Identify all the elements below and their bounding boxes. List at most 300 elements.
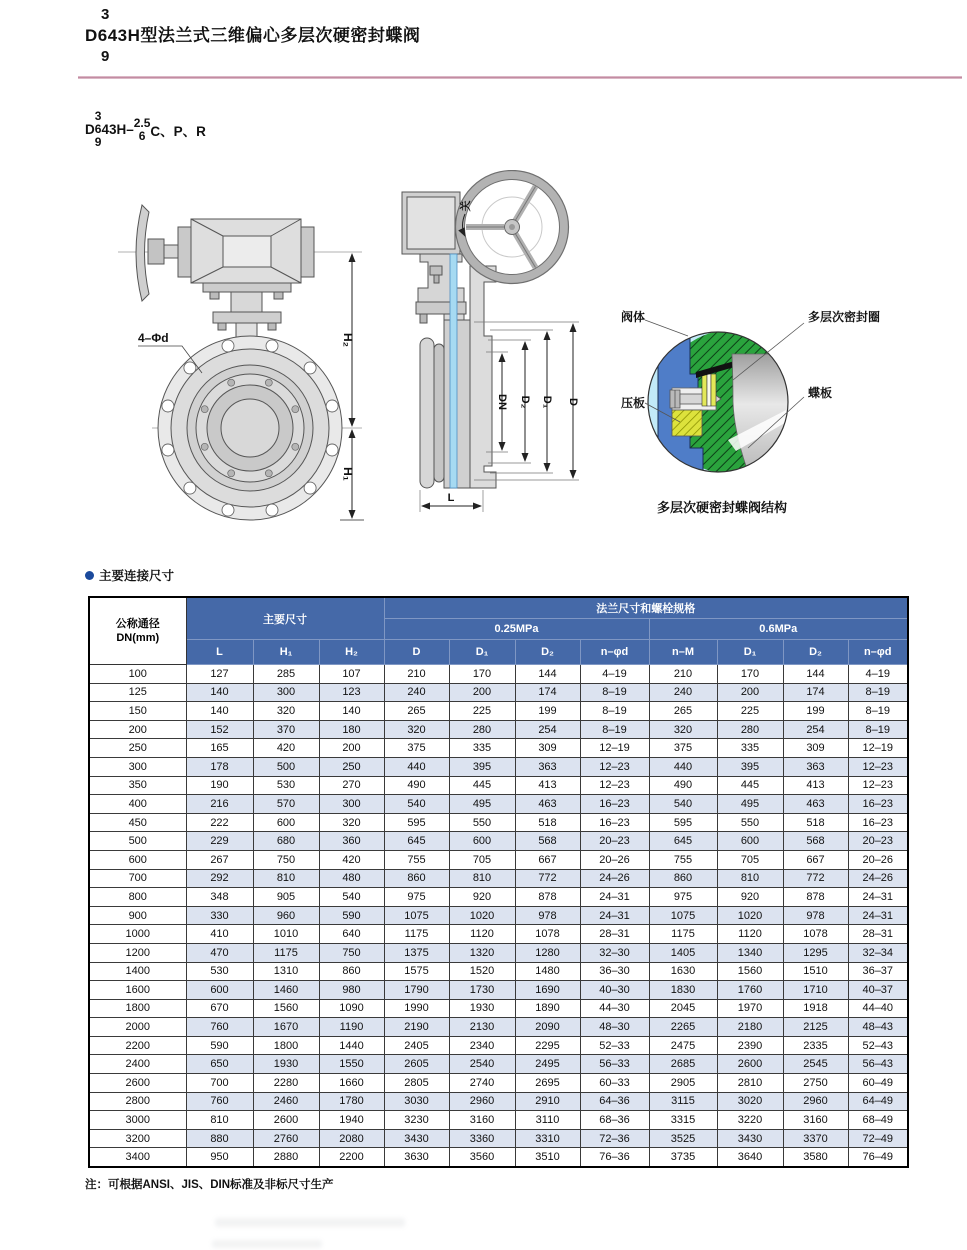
dim-cell: 1120 <box>717 925 783 944</box>
header-06mpa: 0.6MPa <box>649 619 908 640</box>
dim-cell: 410 <box>186 925 253 944</box>
dim-cell: 170 <box>449 665 515 684</box>
dim-cell: 12–19 <box>580 739 649 758</box>
dim-cell: 16–23 <box>848 795 908 814</box>
dim-cell: 705 <box>449 850 515 869</box>
dim-cell: 975 <box>384 888 449 907</box>
title-variant-bottom: 9 <box>101 48 110 65</box>
dim-cell: 320 <box>253 702 319 721</box>
dim-cell: 170 <box>717 665 783 684</box>
dim-cell: 500 <box>253 757 319 776</box>
dim-cell: 229 <box>186 832 253 851</box>
dim-cell: 24–26 <box>848 869 908 888</box>
dim-cell: 330 <box>186 906 253 925</box>
dim-cell: 76–49 <box>848 1148 908 1167</box>
dn-cell: 700 <box>89 869 186 888</box>
table-row <box>89 757 908 776</box>
dim-cell: 2600 <box>253 1111 319 1130</box>
footnote: 注：可根据ANSI、JIS、DIN标准及非标尺寸生产 <box>85 1179 334 1191</box>
handwheel-side-icon <box>136 205 149 301</box>
dim-cell: 348 <box>186 888 253 907</box>
dim-cell: 420 <box>319 850 384 869</box>
dn-cell: 1200 <box>89 943 186 962</box>
dim-cell: 705 <box>717 850 783 869</box>
dim-cell: 199 <box>783 702 848 721</box>
dim-cell: 1660 <box>319 1074 384 1093</box>
dim-cell: 772 <box>783 869 848 888</box>
dim-cell: 64–49 <box>848 1092 908 1111</box>
dim-cell: 3735 <box>649 1148 717 1167</box>
handwheel-icon <box>456 171 569 284</box>
dim-cell: 265 <box>384 702 449 721</box>
dim-cell: 3315 <box>649 1111 717 1130</box>
dim-cell: 3030 <box>384 1092 449 1111</box>
dim-cell: 640 <box>319 925 384 944</box>
col-h1: H₁ <box>253 640 319 665</box>
dim-cell: 12–23 <box>848 776 908 795</box>
header-dn-line1: 公称通径 <box>115 618 160 630</box>
dim-cell: 52–33 <box>580 1036 649 1055</box>
dim-cell: 463 <box>783 795 848 814</box>
dim-cell: 470 <box>186 943 253 962</box>
dim-cell: 1175 <box>649 925 717 944</box>
dim-cell: 530 <box>186 962 253 981</box>
dim-cell: 2340 <box>449 1036 515 1055</box>
header-main-dims: 主要尺寸 <box>186 597 384 640</box>
dim-cell: 2475 <box>649 1036 717 1055</box>
dim-cell: 1460 <box>253 981 319 1000</box>
dim-cell: 667 <box>783 850 848 869</box>
dim-cell: 2760 <box>253 1129 319 1148</box>
dim-cell: 600 <box>717 832 783 851</box>
dim-cell: 1480 <box>515 962 580 981</box>
table-row <box>89 665 908 684</box>
table-row <box>89 869 908 888</box>
dim-cell: 24–26 <box>580 869 649 888</box>
dim-cell: 590 <box>319 906 384 925</box>
dim-cell: 772 <box>515 869 580 888</box>
model-pressure-stack <box>134 117 151 143</box>
dim-cell: 810 <box>449 869 515 888</box>
dim-cell: 225 <box>449 702 515 721</box>
dim-cell: 3510 <box>515 1148 580 1167</box>
dim-cell: 68–36 <box>580 1111 649 1130</box>
dim-cell: 1550 <box>319 1055 384 1074</box>
model-variant-3: 3 <box>94 109 102 123</box>
dim-cell: 180 <box>319 720 384 739</box>
valve-section-body <box>402 192 496 488</box>
dim-cell: 140 <box>186 702 253 721</box>
dim-cell: 1790 <box>384 981 449 1000</box>
table-row <box>89 813 908 832</box>
dn-cell: 3400 <box>89 1148 186 1167</box>
dim-cell: 2045 <box>649 999 717 1018</box>
label-seal-ring: 多层次密封圈 <box>808 310 881 324</box>
dim-cell: 1090 <box>319 999 384 1018</box>
dim-cell: 490 <box>384 776 449 795</box>
dim-cell: 978 <box>783 906 848 925</box>
dim-cell: 309 <box>783 739 848 758</box>
dim-cell: 2905 <box>649 1074 717 1093</box>
col-d2-025: D₂ <box>515 640 580 665</box>
dim-cell: 760 <box>186 1018 253 1037</box>
table-row <box>89 906 908 925</box>
dim-cell: 123 <box>319 683 384 702</box>
dim-cell: 72–36 <box>580 1129 649 1148</box>
dim-cell: 518 <box>783 813 848 832</box>
detail-cutaway <box>648 330 803 474</box>
dim-cell: 267 <box>186 850 253 869</box>
table-row <box>89 832 908 851</box>
dim-cell: 210 <box>649 665 717 684</box>
page-title <box>85 4 420 67</box>
dim-cell: 320 <box>319 813 384 832</box>
dim-cell: 144 <box>783 665 848 684</box>
dim-cell: 44–40 <box>848 999 908 1018</box>
dim-cell: 60–33 <box>580 1074 649 1093</box>
dn-cell: 3200 <box>89 1129 186 1148</box>
table-row <box>89 776 908 795</box>
dim-cell: 1930 <box>449 999 515 1018</box>
dim-cell: 309 <box>515 739 580 758</box>
header-dn <box>89 597 186 665</box>
dim-cell: 750 <box>253 850 319 869</box>
dim-cell: 144 <box>515 665 580 684</box>
dim-cell: 12–23 <box>580 757 649 776</box>
flange-edge <box>420 338 434 488</box>
dim-label-d1: D₁ <box>541 395 553 409</box>
dim-cell: 2960 <box>449 1092 515 1111</box>
dn-cell: 800 <box>89 888 186 907</box>
dim-cell: 2080 <box>319 1129 384 1148</box>
dim-cell: 1010 <box>253 925 319 944</box>
dim-cell: 2265 <box>649 1018 717 1037</box>
dim-cell: 60–49 <box>848 1074 908 1093</box>
dim-cell: 880 <box>186 1129 253 1148</box>
dim-cell: 550 <box>449 813 515 832</box>
dim-cell: 265 <box>649 702 717 721</box>
dim-cell: 8–19 <box>848 720 908 739</box>
header-dn-line2: DN(mm) <box>116 632 160 644</box>
model-mid: 43H– <box>101 122 134 137</box>
title-variant-top: 3 <box>101 6 110 23</box>
dim-cell: 2695 <box>515 1074 580 1093</box>
dim-cell: 878 <box>783 888 848 907</box>
dimensions-table-wrap <box>88 596 909 1168</box>
dim-cell: 3525 <box>649 1129 717 1148</box>
dim-cell: 363 <box>515 757 580 776</box>
dim-cell: 8–19 <box>848 683 908 702</box>
dim-cell: 1280 <box>515 943 580 962</box>
dn-cell: 100 <box>89 665 186 684</box>
dim-cell: 570 <box>253 795 319 814</box>
dim-cell: 140 <box>186 683 253 702</box>
dim-cell: 590 <box>186 1036 253 1055</box>
header-025mpa: 0.25MPa <box>384 619 649 640</box>
dn-cell: 2400 <box>89 1055 186 1074</box>
scan-artifact <box>215 1218 405 1227</box>
dim-cell: 490 <box>649 776 717 795</box>
dim-cell: 1990 <box>384 999 449 1018</box>
dim-cell: 2295 <box>515 1036 580 1055</box>
table-row <box>89 850 908 869</box>
dim-cell: 3630 <box>384 1148 449 1167</box>
dn-cell: 2600 <box>89 1074 186 1093</box>
dn-cell: 2200 <box>89 1036 186 1055</box>
dim-cell: 16–23 <box>580 813 649 832</box>
dim-cell: 12–19 <box>848 739 908 758</box>
dim-cell: 1405 <box>649 943 717 962</box>
dim-cell: 540 <box>319 888 384 907</box>
dim-cell: 700 <box>186 1074 253 1093</box>
dim-cell: 860 <box>384 869 449 888</box>
dim-cell: 595 <box>649 813 717 832</box>
dim-cell: 320 <box>649 720 717 739</box>
dim-cell: 395 <box>717 757 783 776</box>
retainer-block <box>672 410 702 436</box>
dn-cell: 2800 <box>89 1092 186 1111</box>
dim-cell: 40–37 <box>848 981 908 1000</box>
section-label <box>85 566 174 584</box>
dn-cell: 250 <box>89 739 186 758</box>
dim-cell: 440 <box>649 757 717 776</box>
dim-cell: 2960 <box>783 1092 848 1111</box>
table-row <box>89 1148 908 1167</box>
dn-cell: 450 <box>89 813 186 832</box>
dim-cell: 950 <box>186 1148 253 1167</box>
dim-cell: 8–19 <box>580 720 649 739</box>
dim-cell: 600 <box>449 832 515 851</box>
dn-cell: 350 <box>89 776 186 795</box>
dim-label-dn: DN <box>496 394 508 410</box>
dim-cell: 595 <box>384 813 449 832</box>
dim-cell: 12–23 <box>848 757 908 776</box>
dim-cell: 199 <box>515 702 580 721</box>
dim-cell: 1075 <box>649 906 717 925</box>
dim-cell: 107 <box>319 665 384 684</box>
dn-cell: 1800 <box>89 999 186 1018</box>
dim-cell: 1890 <box>515 999 580 1018</box>
bolt-count-label: 4–Φd <box>138 331 169 345</box>
dim-cell: 1078 <box>783 925 848 944</box>
dim-cell: 300 <box>253 683 319 702</box>
dim-cell: 1780 <box>319 1092 384 1111</box>
dim-cell: 1830 <box>649 981 717 1000</box>
dn-cell: 600 <box>89 850 186 869</box>
dim-cell: 3560 <box>449 1148 515 1167</box>
dn-cell: 1000 <box>89 925 186 944</box>
dim-cell: 292 <box>186 869 253 888</box>
dim-cell: 1560 <box>253 999 319 1018</box>
dim-cell: 2460 <box>253 1092 319 1111</box>
dim-cell: 1970 <box>717 999 783 1018</box>
dim-cell: 2880 <box>253 1148 319 1167</box>
dim-cell: 878 <box>515 888 580 907</box>
dim-cell: 52–43 <box>848 1036 908 1055</box>
dim-cell: 4–19 <box>580 665 649 684</box>
dim-cell: 174 <box>783 683 848 702</box>
stem-channel <box>450 254 457 488</box>
col-d1-025: D₁ <box>449 640 515 665</box>
dim-cell: 860 <box>319 962 384 981</box>
dim-cell: 1340 <box>717 943 783 962</box>
dim-cell: 810 <box>717 869 783 888</box>
dim-cell: 1440 <box>319 1036 384 1055</box>
dim-cell: 2605 <box>384 1055 449 1074</box>
dim-cell: 48–43 <box>848 1018 908 1037</box>
dim-cell: 1020 <box>449 906 515 925</box>
dim-cell: 2280 <box>253 1074 319 1093</box>
dim-cell: 1020 <box>717 906 783 925</box>
model-variant-stack <box>95 110 102 149</box>
dim-cell: 72–49 <box>848 1129 908 1148</box>
dim-cell: 755 <box>649 850 717 869</box>
dim-cell: 1320 <box>449 943 515 962</box>
table-row <box>89 795 908 814</box>
dim-cell: 127 <box>186 665 253 684</box>
dim-cell: 2750 <box>783 1074 848 1093</box>
dim-cell: 463 <box>515 795 580 814</box>
dim-cell: 12–23 <box>580 776 649 795</box>
dim-cell: 285 <box>253 665 319 684</box>
dim-cell: 254 <box>783 720 848 739</box>
dim-cell: 360 <box>319 832 384 851</box>
dim-cell: 24–31 <box>848 888 908 907</box>
title-divider <box>78 76 962 79</box>
dim-cell: 200 <box>449 683 515 702</box>
dim-cell: 2545 <box>783 1055 848 1074</box>
header-flange-specs: 法兰尺寸和螺栓规格 <box>384 597 908 619</box>
dim-label-d: D <box>567 398 579 406</box>
dim-cell: 2740 <box>449 1074 515 1093</box>
dim-cell: 140 <box>319 702 384 721</box>
dim-cell: 250 <box>319 757 384 776</box>
dim-cell: 3115 <box>649 1092 717 1111</box>
dim-cell: 920 <box>717 888 783 907</box>
col-h2: H₂ <box>319 640 384 665</box>
dim-cell: 670 <box>186 999 253 1018</box>
dim-cell: 1375 <box>384 943 449 962</box>
table-row <box>89 981 908 1000</box>
label-pressure-plate: 压板 <box>621 396 646 410</box>
dim-cell: 3020 <box>717 1092 783 1111</box>
dim-cell: 978 <box>515 906 580 925</box>
dim-cell: 190 <box>186 776 253 795</box>
dim-cell: 3230 <box>384 1111 449 1130</box>
dn-cell: 150 <box>89 702 186 721</box>
table-row <box>89 943 908 962</box>
dim-cell: 48–30 <box>580 1018 649 1037</box>
table-row <box>89 999 908 1018</box>
dim-cell: 24–31 <box>848 906 908 925</box>
dim-cell: 8–19 <box>580 683 649 702</box>
dim-cell: 1918 <box>783 999 848 1018</box>
dim-cell: 165 <box>186 739 253 758</box>
dim-cell: 530 <box>253 776 319 795</box>
dn-cell: 3000 <box>89 1111 186 1130</box>
dim-cell: 8–19 <box>580 702 649 721</box>
dim-cell: 975 <box>649 888 717 907</box>
dim-cell: 667 <box>515 850 580 869</box>
dim-cell: 3110 <box>515 1111 580 1130</box>
dim-cell: 216 <box>186 795 253 814</box>
dim-cell: 480 <box>319 869 384 888</box>
table-row <box>89 1018 908 1037</box>
table-row <box>89 1129 908 1148</box>
dim-cell: 300 <box>319 795 384 814</box>
dim-cell: 1078 <box>515 925 580 944</box>
dim-cell: 24–31 <box>580 906 649 925</box>
dim-cell: 550 <box>717 813 783 832</box>
dim-cell: 375 <box>649 739 717 758</box>
dn-cell: 1400 <box>89 962 186 981</box>
dim-cell: 495 <box>717 795 783 814</box>
dim-cell: 28–31 <box>580 925 649 944</box>
dim-cell: 1075 <box>384 906 449 925</box>
dim-cell: 20–23 <box>848 832 908 851</box>
dn-cell: 400 <box>89 795 186 814</box>
dim-cell: 24–31 <box>580 888 649 907</box>
front-view-drawing <box>90 175 390 525</box>
dim-cell: 152 <box>186 720 253 739</box>
dim-cell: 1510 <box>783 962 848 981</box>
dn-cell: 300 <box>89 757 186 776</box>
dim-cell: 420 <box>253 739 319 758</box>
dim-cell: 920 <box>449 888 515 907</box>
dim-label-l: L <box>447 492 455 504</box>
dim-cell: 2685 <box>649 1055 717 1074</box>
dim-cell: 1760 <box>717 981 783 1000</box>
dim-cell: 68–49 <box>848 1111 908 1130</box>
dim-cell: 3580 <box>783 1148 848 1167</box>
dim-cell: 16–23 <box>848 813 908 832</box>
table-row <box>89 1036 908 1055</box>
dim-cell: 225 <box>717 702 783 721</box>
dim-cell: 2390 <box>717 1036 783 1055</box>
dim-cell: 810 <box>186 1111 253 1130</box>
dim-cell: 755 <box>384 850 449 869</box>
dim-cell: 335 <box>717 739 783 758</box>
dn-cell: 2000 <box>89 1018 186 1037</box>
dim-cell: 2910 <box>515 1092 580 1111</box>
dim-cell: 645 <box>384 832 449 851</box>
model-prefix: D <box>85 122 95 137</box>
dim-cell: 1120 <box>449 925 515 944</box>
dim-cell: 518 <box>515 813 580 832</box>
dim-cell: 1670 <box>253 1018 319 1037</box>
dim-cell: 20–23 <box>580 832 649 851</box>
dim-cell: 2180 <box>717 1018 783 1037</box>
dim-cell: 56–43 <box>848 1055 908 1074</box>
dim-cell: 36–30 <box>580 962 649 981</box>
dim-cell: 44–30 <box>580 999 649 1018</box>
dim-cell: 540 <box>384 795 449 814</box>
dim-cell: 240 <box>384 683 449 702</box>
col-d: D <box>384 640 449 665</box>
dim-cell: 3640 <box>717 1148 783 1167</box>
dim-cell: 178 <box>186 757 253 776</box>
label-butterfly-disc: 蝶板 <box>808 386 833 400</box>
table-row <box>89 739 908 758</box>
dim-cell: 1730 <box>449 981 515 1000</box>
dim-cell: 860 <box>649 869 717 888</box>
dim-cell: 3430 <box>384 1129 449 1148</box>
col-nphid-06: n–φd <box>848 640 908 665</box>
dim-cell: 2600 <box>717 1055 783 1074</box>
dim-cell: 600 <box>186 981 253 1000</box>
dim-cell: 3360 <box>449 1129 515 1148</box>
table-row <box>89 888 908 907</box>
